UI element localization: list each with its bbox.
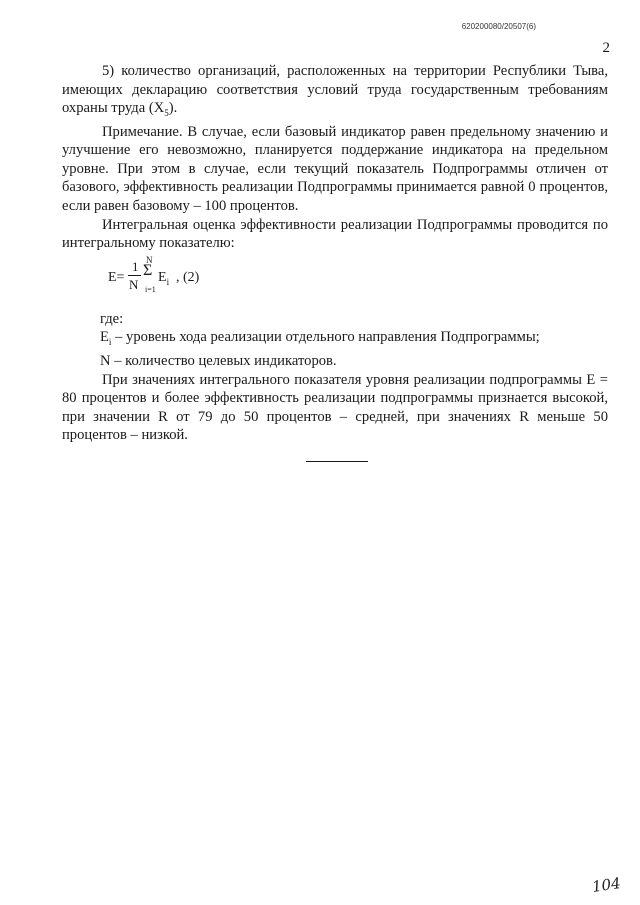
- note-paragraph: Примечание. В случае, если базовый индикатор равен предельному значению и улучшение его невозможно, планируется поддержание индикатора на предельном уровне. При этом в случае, если текущий показатель Подпрограммы отличен от базового, эффективность реализации Подпрограммы принимается равной 0 процентов, если равен базовому – 100 процентов.: [62, 123, 608, 215]
- conclusion-paragraph: При значениях интегрального показателя уровня реализации подпрограммы E = 80 процентов и более эффективность реализации подпрограммы признается высокой, при значении R от 79 до 50 процентов – средней, при значениях R меньше 50 процентов – низкой.: [62, 371, 608, 444]
- sum-lower-limit: i=1: [145, 284, 156, 294]
- equation-number: , (2): [176, 269, 200, 285]
- formula-term: $E_i$: [158, 269, 170, 287]
- list-item-5: 5) количество организаций, расположенных на территории Республики Тыва, имеющих декларацию соответствия условий труда государственным требованиям охраны труда $(X_5)$.: [62, 63, 608, 119]
- definition-ei: $E_i$ – уровень хода реализации отдельного направления Подпрограммы;: [100, 329, 540, 348]
- sum-upper-limit: N: [146, 254, 153, 265]
- where-label: где:: [100, 310, 124, 327]
- end-divider: [306, 461, 368, 462]
- page-number: 2: [602, 40, 610, 56]
- formula-denominator: N: [129, 276, 139, 292]
- formula-lhs: E=: [108, 269, 125, 285]
- integral-formula: [108, 254, 608, 295]
- definition-n: N – количество целевых индикаторов.: [100, 352, 337, 369]
- sum-symbol: Σ: [143, 261, 153, 279]
- document-id: 620200080/20507(6): [461, 22, 536, 31]
- handwritten-page-number: 104: [590, 874, 622, 896]
- document-body: [62, 62, 608, 445]
- integral-intro-paragraph: Интегральная оценка эффективности реализации Подпрограммы проводится по интегральному показателю:: [62, 216, 608, 252]
- formula-numerator: 1: [132, 258, 139, 274]
